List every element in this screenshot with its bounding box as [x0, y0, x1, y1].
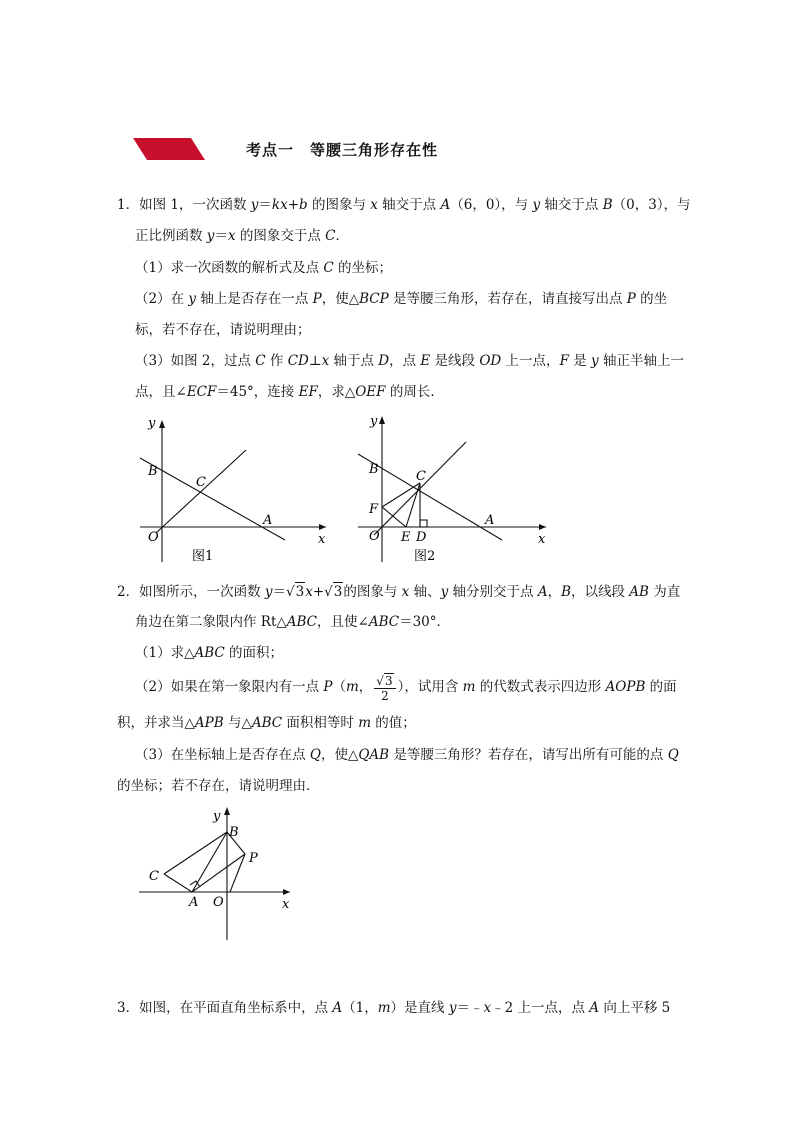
- figq2-B-label: B: [229, 825, 239, 840]
- figq2-y-label: y: [213, 809, 221, 824]
- q2-part3-line2: 的坐标；若不存在，请说明理由．: [117, 778, 320, 794]
- q2-part3-line1: （3）在坐标轴上是否存在点 Q，使△QAB 是等腰三角形？若存在，请写出所有可能的点 Q: [135, 747, 679, 763]
- fig1-A-label: A: [263, 513, 273, 528]
- fig2-F-label: F: [369, 502, 379, 517]
- q2-part2-line1: （2）如果在第一象限内有一点 P（m， $\frac{√3}{2}$ ），试用含 m 的代数式表示四边形 AOPB 的面: [135, 673, 677, 703]
- banner-shape: [133, 138, 205, 160]
- q1-part2-line1: （2）在 y 轴上是否存在一点 P，使△BCP 是等腰三角形，若存在，请直接写出点 P 的坐: [135, 291, 668, 307]
- q1-part2-line2: 标，若不存在，请说明理由；: [135, 322, 311, 338]
- q1-line1: 1．如图 1，一次函数 y＝kx+b 的图象与 x 轴交于点 A（6，0），与 y 轴交于点 B（0，3），与: [117, 197, 691, 213]
- fig2-O-label: O: [369, 529, 380, 544]
- q3-line1: 3．如图，在平面直角坐标系中，点 A（1，m）是直线 y＝﹣x﹣2 上一点，点 A 向上平移 5: [117, 1000, 671, 1016]
- figq2-O-label: O: [213, 895, 224, 910]
- figq2-A-label: A: [189, 895, 199, 910]
- figq2-P-label: P: [249, 851, 258, 866]
- fig2-B-label: B: [369, 462, 379, 477]
- fig2-A-label: A: [485, 513, 495, 528]
- q2-line2: 角边在第二象限内作 Rt△ABC，且使∠ABC＝30°．: [135, 614, 451, 630]
- q2-line1: 2．如图所示，一次函数 y＝√3x+√3的图象与 x 轴、y 轴分别交于点 A，B，以线段 AB 为直: [117, 584, 681, 600]
- fig2-D-label: D: [416, 530, 427, 545]
- q1-line2: 正比例函数 y＝x 的图象交于点 C．: [135, 228, 349, 244]
- fig2-caption: 图2: [414, 549, 436, 564]
- fig1-x-label: x: [318, 532, 326, 547]
- q1-part3-line1: （3）如图 2，过点 C 作 CD⊥x 轴于点 D，点 E 是线段 OD 上一点，F 是 y 轴正半轴上一: [135, 353, 684, 369]
- fig1-caption: 图1: [192, 549, 214, 564]
- q1-part3-line2: 点，且∠ECF＝45°，连接 EF，求△OEF 的周长．: [135, 384, 444, 400]
- q1-part1: （1）求一次函数的解析式及点 C 的坐标；: [135, 260, 393, 276]
- figq2-C-label: C: [149, 869, 159, 884]
- fig2-E-label: E: [401, 530, 411, 545]
- fig1-O-label: O: [148, 530, 159, 545]
- fig1-y-label: y: [148, 416, 156, 431]
- figure-1: [130, 412, 340, 570]
- fig1-C-label: C: [196, 475, 206, 490]
- fig2-x-label: x: [538, 532, 546, 547]
- fig1-B-label: B: [148, 464, 158, 479]
- section-title: 考点一 等腰三角形存在性: [246, 141, 439, 159]
- fig2-y-label: y: [370, 414, 378, 429]
- figure-q2: [135, 805, 300, 945]
- q2-part1: （1）求△ABC 的面积；: [135, 645, 284, 661]
- fig2-C-label: C: [416, 469, 426, 484]
- figq2-x-label: x: [282, 897, 290, 912]
- q2-part2-line2: 积，并求当△APB 与△ABC 面积相等时 m 的值；: [117, 715, 416, 731]
- figure-2: [352, 412, 562, 570]
- q2-fraction: $\frac{√3}{2}$: [374, 673, 395, 703]
